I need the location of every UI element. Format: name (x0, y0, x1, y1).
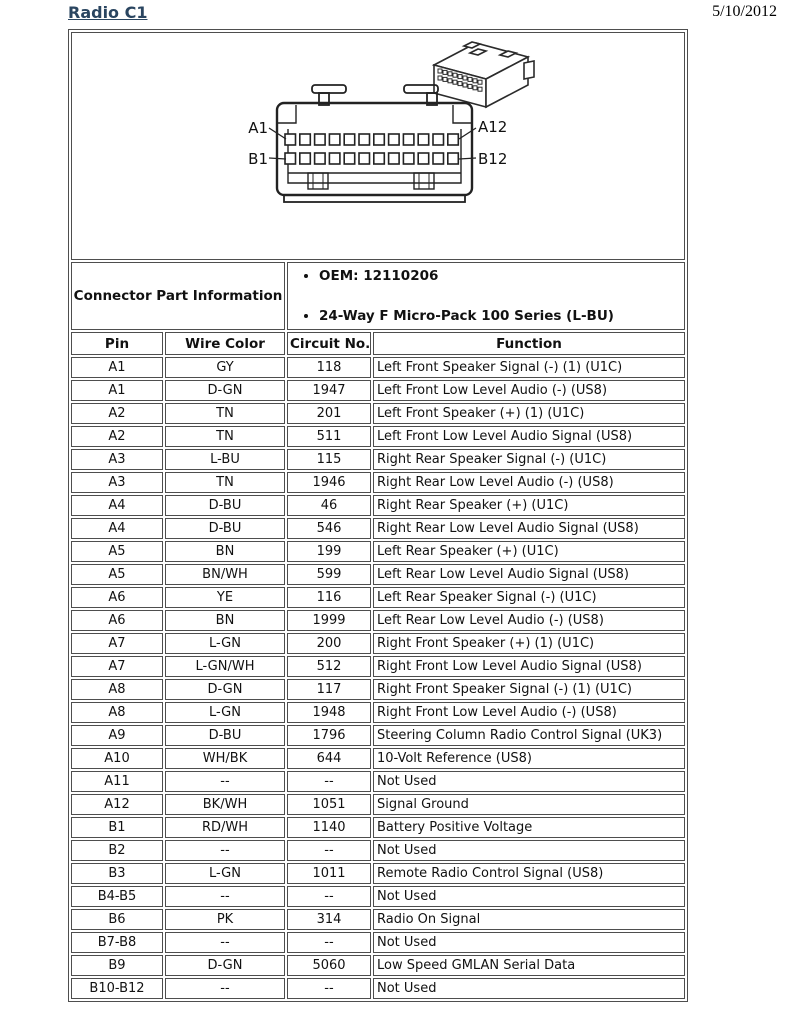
cell-wire-color: -- (165, 932, 285, 953)
cell-circuit-no: 199 (287, 541, 371, 562)
cell-circuit-no: 1051 (287, 794, 371, 815)
cell-pin: A4 (71, 518, 163, 539)
cell-wire-color: BN/WH (165, 564, 285, 585)
cell-pin: B10-B12 (71, 978, 163, 999)
cell-circuit-no: 1948 (287, 702, 371, 723)
table-row (71, 909, 685, 930)
pin-grid (285, 134, 458, 164)
cell-pin: A2 (71, 426, 163, 447)
pin-table-body (71, 357, 685, 999)
cell-wire-color: BK/WH (165, 794, 285, 815)
table-row (71, 564, 685, 585)
pin-cavity (329, 134, 340, 145)
cell-circuit-no: 1999 (287, 610, 371, 631)
cell-function: Left Rear Speaker Signal (-) (U1C) (373, 587, 685, 608)
cell-function: Remote Radio Control Signal (US8) (373, 863, 685, 884)
cell-wire-color: -- (165, 886, 285, 907)
cell-function: Not Used (373, 886, 685, 907)
pin-cavity (403, 153, 414, 164)
diagram-row (71, 32, 685, 260)
cell-pin: B9 (71, 955, 163, 976)
cell-function: Right Front Low Level Audio (-) (US8) (373, 702, 685, 723)
cell-pin: A5 (71, 564, 163, 585)
table-row (71, 587, 685, 608)
cell-wire-color: D-BU (165, 518, 285, 539)
table-row (71, 357, 685, 378)
cell-wire-color: D-BU (165, 725, 285, 746)
cell-wire-color: WH/BK (165, 748, 285, 769)
pin-cavity (403, 134, 414, 145)
pin-cavity (329, 153, 340, 164)
cell-pin: A8 (71, 679, 163, 700)
cell-pin: A1 (71, 357, 163, 378)
cell-function: 10-Volt Reference (US8) (373, 748, 685, 769)
cell-function: Radio On Signal (373, 909, 685, 930)
pin-label-a12: A12 (478, 118, 508, 136)
cell-wire-color: TN (165, 472, 285, 493)
cell-circuit-no: -- (287, 771, 371, 792)
cell-wire-color: BN (165, 541, 285, 562)
cell-wire-color: L-GN (165, 633, 285, 654)
cell-function: Left Rear Low Level Audio (-) (US8) (373, 610, 685, 631)
cell-pin: A11 (71, 771, 163, 792)
pin-cavity (315, 153, 326, 164)
cell-pin: A3 (71, 449, 163, 470)
table-row (71, 679, 685, 700)
connector-info-row (71, 262, 685, 330)
cell-wire-color: L-GN/WH (165, 656, 285, 677)
cell-wire-color: TN (165, 403, 285, 424)
connector-info-series: • 24-Way F Micro-Pack 100 Series (L-BU) (319, 308, 683, 324)
cell-wire-color: D-BU (165, 495, 285, 516)
cell-pin: B7-B8 (71, 932, 163, 953)
cell-pin: A7 (71, 633, 163, 654)
cell-circuit-no: -- (287, 840, 371, 861)
connector-3d-view (434, 42, 534, 107)
page-title: Radio C1 (68, 3, 148, 22)
cell-pin: B3 (71, 863, 163, 884)
cell-function: Left Rear Speaker (+) (U1C) (373, 541, 685, 562)
table-row (71, 495, 685, 516)
cell-pin: A6 (71, 610, 163, 631)
page-date: 5/10/2012 (712, 3, 777, 20)
table-row (71, 449, 685, 470)
cell-pin: B2 (71, 840, 163, 861)
cell-wire-color: D-GN (165, 679, 285, 700)
table-row (71, 771, 685, 792)
connector-face-view (269, 85, 476, 202)
cell-wire-color: GY (165, 357, 285, 378)
cell-function: Right Rear Low Level Audio Signal (US8) (373, 518, 685, 539)
cell-wire-color: D-GN (165, 380, 285, 401)
cell-pin: B6 (71, 909, 163, 930)
cell-pin: A10 (71, 748, 163, 769)
table-row (71, 932, 685, 953)
cell-function: Right Rear Speaker (+) (U1C) (373, 495, 685, 516)
cell-function: Not Used (373, 932, 685, 953)
cell-pin: A2 (71, 403, 163, 424)
table-row (71, 955, 685, 976)
column-header-circuit-no: Circuit No. (287, 332, 371, 355)
pin-cavity (359, 134, 370, 145)
cell-circuit-no: 314 (287, 909, 371, 930)
table-header-row (71, 332, 685, 355)
cell-wire-color: PK (165, 909, 285, 930)
cell-function: Right Front Low Level Audio Signal (US8) (373, 656, 685, 677)
cell-function: Right Front Speaker Signal (-) (1) (U1C) (373, 679, 685, 700)
cell-wire-color: -- (165, 840, 285, 861)
table-row (71, 633, 685, 654)
cell-wire-color: L-BU (165, 449, 285, 470)
cell-pin: A5 (71, 541, 163, 562)
pinout-table (68, 29, 688, 1002)
cell-function: Right Rear Speaker Signal (-) (U1C) (373, 449, 685, 470)
cell-circuit-no: -- (287, 886, 371, 907)
cell-pin: A12 (71, 794, 163, 815)
table-row (71, 886, 685, 907)
cell-pin: A3 (71, 472, 163, 493)
cell-circuit-no: 644 (287, 748, 371, 769)
table-row (71, 725, 685, 746)
cell-pin: A9 (71, 725, 163, 746)
connector-diagram (72, 33, 684, 255)
cell-pin: A6 (71, 587, 163, 608)
cell-circuit-no: 511 (287, 426, 371, 447)
pin-cavity (300, 153, 311, 164)
cell-pin: A8 (71, 702, 163, 723)
pin-cavity (344, 153, 355, 164)
pin-label-b1: B1 (248, 150, 268, 168)
column-header-function: Function (373, 332, 685, 355)
cell-wire-color: BN (165, 610, 285, 631)
connector-diagram-cell (71, 32, 685, 260)
cell-circuit-no: 1946 (287, 472, 371, 493)
cell-circuit-no: 46 (287, 495, 371, 516)
cell-wire-color: L-GN (165, 702, 285, 723)
table-row (71, 426, 685, 447)
pin-cavity (418, 153, 429, 164)
pin-cavity (389, 153, 400, 164)
cell-circuit-no: -- (287, 932, 371, 953)
table-row (71, 610, 685, 631)
cell-circuit-no: 201 (287, 403, 371, 424)
pin-cavity (315, 134, 326, 145)
cell-function: Signal Ground (373, 794, 685, 815)
cell-circuit-no: 1140 (287, 817, 371, 838)
cell-circuit-no: 1947 (287, 380, 371, 401)
cell-wire-color: D-GN (165, 955, 285, 976)
pin-cavity (285, 153, 296, 164)
pin-cavity (374, 153, 385, 164)
cell-pin: B1 (71, 817, 163, 838)
cell-wire-color: -- (165, 771, 285, 792)
cell-function: Battery Positive Voltage (373, 817, 685, 838)
cell-pin: B4-B5 (71, 886, 163, 907)
pin-label-a1: A1 (248, 119, 268, 137)
cell-circuit-no: 116 (287, 587, 371, 608)
connector-info-details (287, 262, 685, 330)
pin-cavity (448, 134, 459, 145)
cell-wire-color: L-GN (165, 863, 285, 884)
cell-function: Left Front Low Level Audio Signal (US8) (373, 426, 685, 447)
cell-function: Left Rear Low Level Audio Signal (US8) (373, 564, 685, 585)
cell-function: Not Used (373, 978, 685, 999)
column-header-wire-color: Wire Color (165, 332, 285, 355)
table-row (71, 380, 685, 401)
cell-function: Left Front Speaker Signal (-) (1) (U1C) (373, 357, 685, 378)
table-row (71, 978, 685, 999)
cell-circuit-no: 1796 (287, 725, 371, 746)
pin-cavity (300, 134, 311, 145)
table-row (71, 541, 685, 562)
table-row (71, 472, 685, 493)
pin-cavity (374, 134, 385, 145)
pin-cavity (433, 134, 444, 145)
cell-function: Left Front Speaker (+) (1) (U1C) (373, 403, 685, 424)
cell-function: Not Used (373, 771, 685, 792)
column-header-pin: Pin (71, 332, 163, 355)
pin-cavity (433, 153, 444, 164)
connector-info-oem: • OEM: 12110206 (319, 268, 683, 284)
cell-pin: A4 (71, 495, 163, 516)
cell-circuit-no: 1011 (287, 863, 371, 884)
table-row (71, 817, 685, 838)
pin-cavity (448, 153, 459, 164)
cell-circuit-no: 546 (287, 518, 371, 539)
connector-info-label: Connector Part Information (71, 262, 285, 330)
table-row (71, 518, 685, 539)
table-row (71, 794, 685, 815)
cell-circuit-no: 5060 (287, 955, 371, 976)
cell-function: Left Front Low Level Audio (-) (US8) (373, 380, 685, 401)
table-row (71, 840, 685, 861)
cell-circuit-no: 118 (287, 357, 371, 378)
table-row (71, 863, 685, 884)
table-row (71, 656, 685, 677)
cell-function: Not Used (373, 840, 685, 861)
cell-circuit-no: 115 (287, 449, 371, 470)
table-row (71, 748, 685, 769)
cell-function: Right Rear Low Level Audio (-) (US8) (373, 472, 685, 493)
cell-circuit-no: 117 (287, 679, 371, 700)
pin-cavity (418, 134, 429, 145)
pin-cavity (359, 153, 370, 164)
cell-function: Steering Column Radio Control Signal (UK3) (373, 725, 685, 746)
cell-wire-color: -- (165, 978, 285, 999)
cell-function: Right Front Speaker (+) (1) (U1C) (373, 633, 685, 654)
cell-circuit-no: 599 (287, 564, 371, 585)
cell-wire-color: YE (165, 587, 285, 608)
cell-pin: A1 (71, 380, 163, 401)
cell-wire-color: RD/WH (165, 817, 285, 838)
cell-circuit-no: -- (287, 978, 371, 999)
pin-cavity (389, 134, 400, 145)
cell-wire-color: TN (165, 426, 285, 447)
main-content (68, 29, 688, 1002)
table-row (71, 702, 685, 723)
pin-label-b12: B12 (478, 150, 508, 168)
table-row (71, 403, 685, 424)
pin-cavity (344, 134, 355, 145)
cell-pin: A7 (71, 656, 163, 677)
cell-function: Low Speed GMLAN Serial Data (373, 955, 685, 976)
pin-cavity (285, 134, 296, 145)
cell-circuit-no: 200 (287, 633, 371, 654)
cell-circuit-no: 512 (287, 656, 371, 677)
